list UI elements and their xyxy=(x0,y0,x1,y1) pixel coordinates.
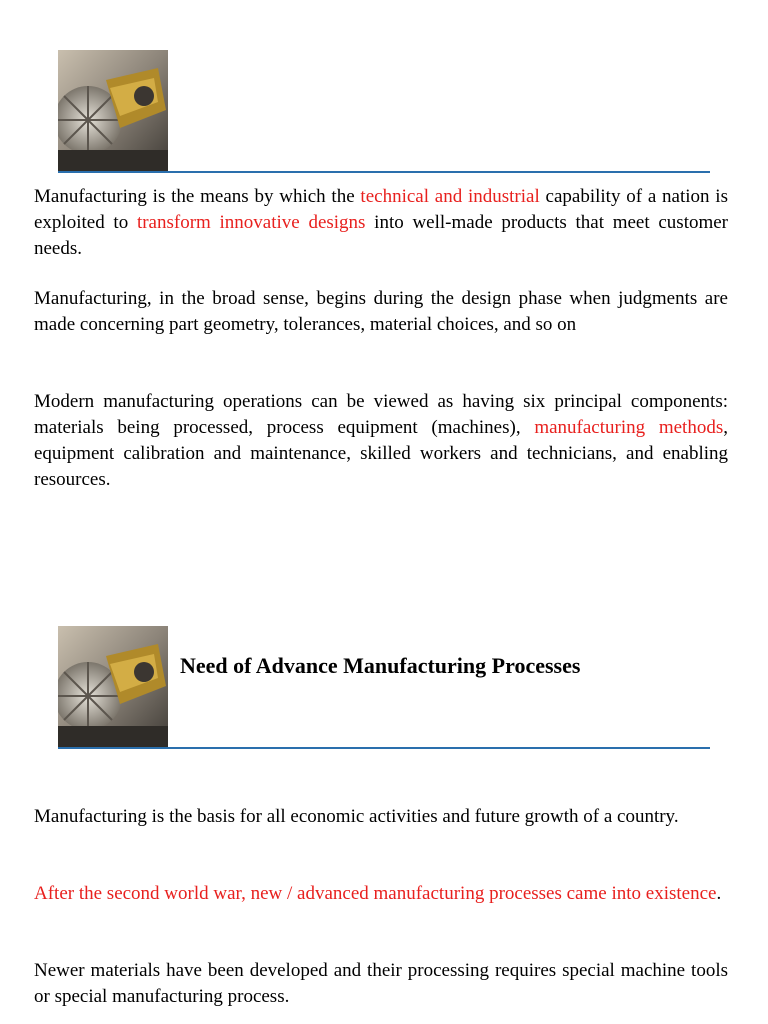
text-run: Modern manufacturing operations can be viewed as having six principal components: materials being processed, process equipment (machines), xyxy=(34,391,728,438)
text-run: Manufacturing is the means by which the xyxy=(34,186,361,207)
machining-tool-photo-icon xyxy=(58,50,168,172)
machining-tool-photo-icon xyxy=(58,626,168,748)
text-run: Manufacturing, in the broad sense, begins during the design phase when judgments are made concerning part geometry, tolerances, material choices, and so on xyxy=(34,288,728,335)
header-rule xyxy=(58,171,710,173)
slide-title: Need of Advance Manufacturing Processes xyxy=(180,653,581,678)
paragraph-manufacturing-definition xyxy=(34,184,728,262)
slide1-header xyxy=(58,50,710,175)
header-rule xyxy=(58,747,710,749)
paragraph-broad-sense xyxy=(34,286,728,338)
paragraph-six-components xyxy=(34,389,728,493)
paragraph-economic-basis xyxy=(34,804,728,830)
highlight-text: technical and industrial xyxy=(360,186,540,207)
paragraph-post-war xyxy=(34,881,728,907)
text-run: , equipment calibration and maintenance, skilled workers and technicians, and enabling resources. xyxy=(34,417,728,490)
paragraph-newer-materials xyxy=(34,958,728,1010)
highlight-text: After the second world war, new / advanced manufacturing processes came into existence xyxy=(34,883,717,904)
highlight-text: transform innovative designs xyxy=(136,212,366,233)
text-run: Manufacturing is the basis for all economic activities and future growth of a country. xyxy=(34,806,679,827)
slide2-header xyxy=(58,626,710,751)
text-run: into well-made products that meet customer needs. xyxy=(34,212,729,259)
highlight-text: manufacturing methods xyxy=(534,417,724,438)
text-run: . xyxy=(716,883,722,904)
text-run: Newer materials have been developed and their processing requires special machine tools or special manufacturing process. xyxy=(34,960,728,1007)
text-run: capability of a nation is exploited to xyxy=(34,186,728,233)
